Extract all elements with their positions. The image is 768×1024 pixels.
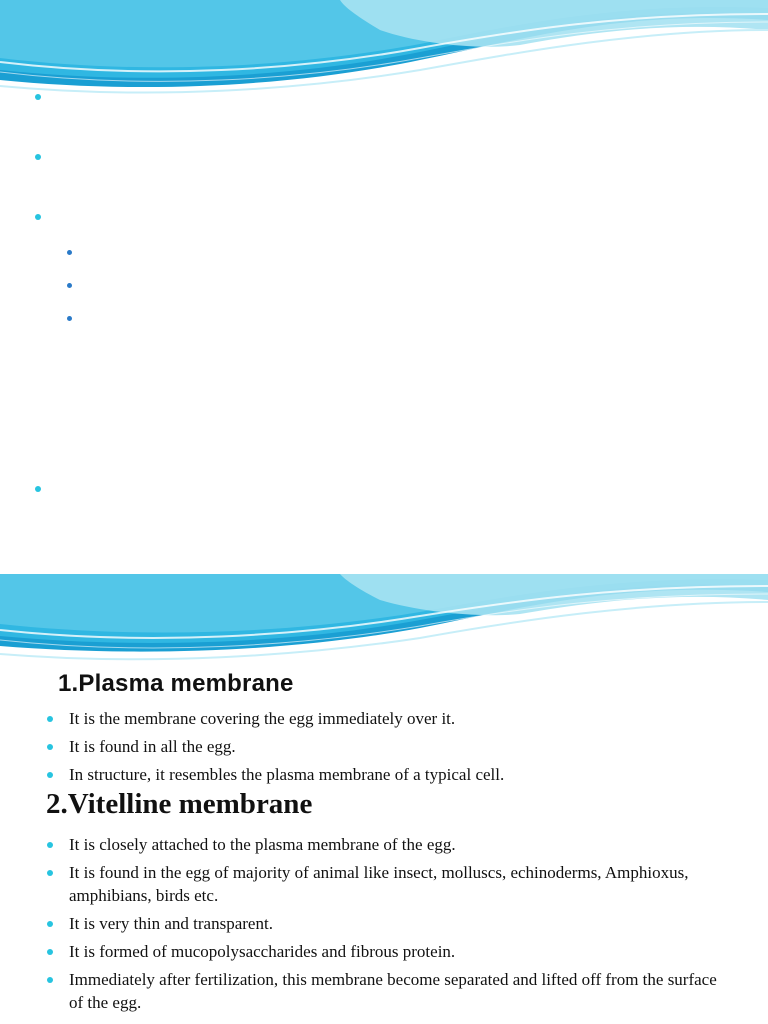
bullet-marker xyxy=(47,842,53,848)
list-item: It is closely attached to the plasma membrane of the egg. xyxy=(0,833,768,856)
bullet-marker xyxy=(47,870,53,876)
vitelline-membrane-list xyxy=(0,833,768,1019)
bullet-marker xyxy=(47,977,53,983)
list-item: It is found in the egg of majority of animal like insect, molluscs, echinoderms, Amphioxus, amphibians, birds etc. xyxy=(0,861,768,907)
bullet-marker xyxy=(35,94,41,100)
slide-separator xyxy=(0,562,768,574)
bullet-marker xyxy=(47,716,53,722)
vitelline-membrane-heading: 2.Vitelline membrane xyxy=(46,788,313,820)
sub-bullet-marker xyxy=(67,250,72,255)
plasma-membrane-heading: 1.Plasma membrane xyxy=(58,670,294,697)
list-item: It is very thin and transparent. xyxy=(0,912,768,935)
bullet-marker xyxy=(47,949,53,955)
bullet-marker xyxy=(47,921,53,927)
list-item: In structure, it resembles the plasma membrane of a typical cell. xyxy=(0,763,768,786)
sub-bullet-marker xyxy=(67,283,72,288)
sub-bullet-marker xyxy=(67,316,72,321)
bullet-marker xyxy=(35,154,41,160)
bullet-marker xyxy=(47,744,53,750)
bullet-marker xyxy=(35,214,41,220)
list-item: It is the membrane covering the egg immediately over it. xyxy=(0,707,768,730)
list-item: It is formed of mucopolysaccharides and fibrous protein. xyxy=(0,940,768,963)
plasma-membrane-list xyxy=(0,707,768,791)
slide-2 xyxy=(0,574,768,1024)
bullet-marker xyxy=(47,772,53,778)
header-wave-graphic xyxy=(0,574,768,669)
list-item: It is found in all the egg. xyxy=(0,735,768,758)
header-wave-graphic xyxy=(0,0,768,110)
bullet-marker xyxy=(35,486,41,492)
list-item: Immediately after fertilization, this membrane become separated and lifted off from the surface of the egg. xyxy=(0,968,768,1014)
